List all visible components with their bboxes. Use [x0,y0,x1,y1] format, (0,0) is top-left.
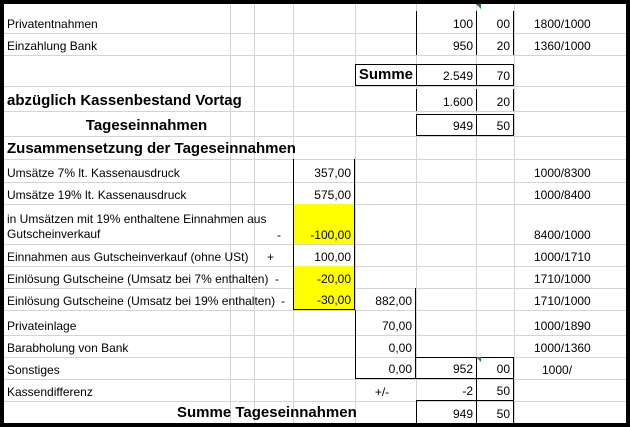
account-cell[interactable]: 1800/1000 [534,17,591,31]
row-label[interactable]: in Umsätzen mit 19% enthaltene Einnahmen aus Gutscheinverkauf [7,212,267,241]
sign-cell: + [267,250,275,264]
account-cell[interactable]: 1000/8300 [534,166,591,180]
row-kassendifferenz [4,379,626,401]
row-zusammensetzung [4,138,626,159]
row-gutschein-19 [4,204,626,244]
row-label[interactable]: Umsätze 19% lt. Kassenausdruck [7,188,187,202]
cents-cell[interactable]: 20 [476,33,514,55]
row-label[interactable]: Einzahlung Bank [7,39,98,53]
cents-cell[interactable]: 20 [476,89,514,111]
row-umsatz-7 [4,159,626,182]
amount-cell[interactable]: 2.549 [416,64,476,86]
sign-cell: - [277,228,281,242]
account-cell[interactable]: 8400/1000 [534,228,591,242]
cents-cell[interactable]: 00 [476,357,514,379]
row-label[interactable]: abzüglich Kassenbestand Vortag [7,92,242,109]
value-cell[interactable]: 100,00 [293,244,355,266]
sign-cell: - [275,272,279,286]
sign-cell: +/- [374,385,390,399]
row-label[interactable]: Einlösung Gutscheine (Umsatz bei 7% enthalten) [7,272,269,286]
row-einloesung-19 [4,288,626,310]
row-label[interactable]: Privatentnahmen [7,17,98,31]
account-cell[interactable]: 1000/1360 [534,341,591,355]
cents-cell[interactable]: 70 [476,64,514,86]
amount-cell[interactable]: 949 [416,114,476,136]
account-cell[interactable]: 1000/8400 [534,188,591,202]
amount-cell[interactable]: 1.600 [416,89,476,111]
account-cell[interactable]: 1000/1710 [534,250,591,264]
row-label[interactable]: Barabholung von Bank [7,341,129,355]
row-label[interactable]: Summe Tageseinnahmen [177,404,357,421]
account-cell[interactable]: 1360/1000 [534,39,591,53]
row-sonstiges [4,357,626,379]
row-label[interactable]: Sonstiges [7,363,60,377]
row-tageseinnahmen [4,114,626,136]
row-einzahlung-bank [4,33,626,55]
spreadsheet [4,4,626,423]
account-cell[interactable]: 1710/1000 [534,272,591,286]
value-cell[interactable]: 357,00 [293,159,355,182]
row-abzueglich-kassenbestand [4,89,626,111]
gridline [4,111,626,112]
cell-comment-marker [476,4,481,9]
value-cell[interactable]: 70,00 [355,310,416,335]
account-cell[interactable]: 1000/ [542,363,573,377]
row-summe-tageseinnahmen [4,401,626,423]
gridline [4,86,626,87]
value-cell[interactable]: 0,00 [355,335,416,357]
value-cell[interactable]: -20,00 [293,266,355,288]
account-cell[interactable]: 1000/1890 [534,319,591,333]
amount-cell[interactable]: 100 [416,11,476,33]
amount-cell[interactable]: 950 [416,33,476,55]
row-label[interactable]: Privateinlage [7,319,77,333]
row-privateinlage [4,310,626,335]
row-label[interactable]: Einlösung Gutscheine (Umsatz bei 19% enthalten) [7,294,276,308]
value-cell[interactable]: 575,00 [293,182,355,204]
cents-cell[interactable]: 00 [476,11,514,33]
amount-cell[interactable]: 952 [416,357,476,379]
summe-label[interactable]: Summe [355,64,416,86]
row-einloesung-7 [4,266,626,288]
section-heading[interactable]: Zusammensetzung der Tageseinnahmen [7,140,296,157]
value-cell[interactable]: -100,00 [293,204,355,244]
sign-cell: - [281,294,285,308]
amount-cell[interactable]: 949 [416,401,476,423]
value-cell[interactable]: -30,00 [293,288,355,310]
gridline [4,136,626,137]
row-summe [4,64,626,86]
row-umsatz-19 [4,182,626,204]
row-barabholung [4,335,626,357]
account-cell[interactable]: 1710/1000 [534,294,591,308]
row-gutscheinverkauf [4,244,626,266]
row-label[interactable]: Einnahmen aus Gutscheinverkauf (ohne USt) [7,250,249,264]
cell-comment-marker [476,357,481,362]
amount-cell[interactable]: -2 [416,379,476,401]
cents-cell[interactable]: 50 [476,114,514,136]
row-label[interactable]: Umsätze 7% lt. Kassenausdruck [7,166,180,180]
value-cell[interactable]: 0,00 [355,357,416,379]
row-label[interactable]: Kassendifferenz [7,385,93,399]
row-privatentnahmen [4,11,626,33]
subtotal-cell[interactable]: 882,00 [355,288,416,310]
row-label[interactable]: Tageseinnahmen [85,117,208,134]
cents-cell[interactable]: 50 [476,379,514,401]
gridline [4,55,626,56]
cents-cell[interactable]: 50 [476,401,514,423]
